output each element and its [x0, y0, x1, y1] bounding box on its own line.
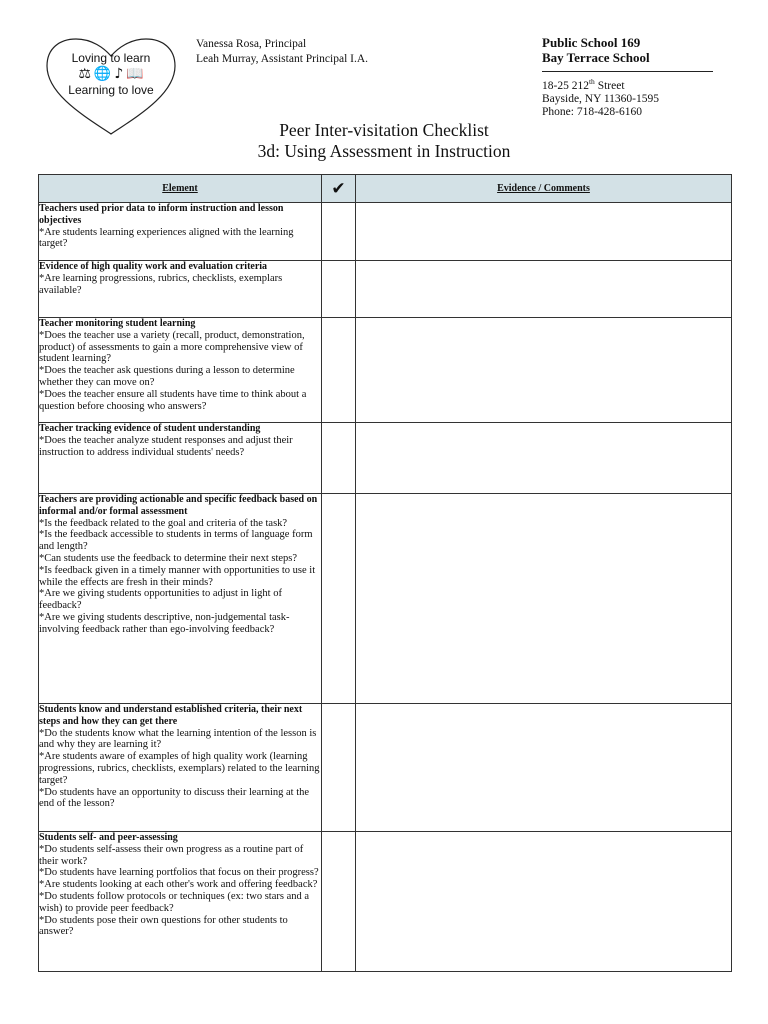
check-cell[interactable] — [322, 704, 356, 832]
check-cell[interactable] — [322, 832, 356, 972]
element-heading: Students self- and peer-assessing — [39, 832, 178, 843]
element-heading: Evidence of high quality work and evaluation criteria — [39, 261, 268, 272]
school-name: Public School 169 — [542, 35, 641, 50]
element-cell — [39, 318, 322, 423]
checkmark-icon: ✔ — [331, 178, 346, 199]
logo-text-bottom: Learning to love — [68, 83, 154, 97]
evidence-cell[interactable] — [356, 704, 732, 832]
element-question: *Are we giving students descriptive, non-judgemental task-involving feedback rather than ego-involving feedback? — [39, 611, 290, 635]
element-question: *Does the teacher use a variety (recall, product, demonstration, product) of assessments to gain a more comprehensive view of student learning? — [39, 329, 305, 365]
element-question: *Is the feedback accessible to students in terms of language form and length? — [39, 529, 313, 553]
table-row — [39, 423, 732, 494]
element-question: *Do students have an opportunity to discuss their learning at the end of the lesson? — [39, 786, 310, 810]
check-cell[interactable] — [322, 261, 356, 318]
element-heading: Students know and understand established criteria, their next steps and how they can get there — [39, 704, 303, 727]
element-cell — [39, 261, 322, 318]
globe-icon: 🌐 — [93, 66, 112, 82]
scale-icon: ⚖ — [78, 66, 91, 82]
element-question: *Are students looking at each other's work and offering feedback? — [39, 879, 318, 891]
element-heading: Teachers are providing actionable and specific feedback based on informal and/or formal assessment — [39, 494, 318, 517]
music-note-icon: ♪ — [114, 66, 124, 82]
school-address — [542, 77, 660, 119]
element-question: *Do students follow protocols or techniques (ex: two stars and a wish) to provide peer feedback? — [39, 890, 310, 914]
table-row — [39, 261, 732, 318]
element-question: *Does the teacher ask questions during a lesson to determine whether they can move on? — [39, 365, 295, 388]
assistant-principal-name: Leah Murray, Assistant Principal I.A. — [196, 53, 369, 65]
evidence-cell[interactable] — [356, 423, 732, 494]
element-cell — [39, 203, 322, 261]
check-cell[interactable] — [322, 318, 356, 423]
header-divider — [542, 71, 713, 72]
element-question: *Does the teacher ensure all students have time to think about a question before choosing who answers? — [39, 388, 307, 412]
school-name-secondary: Bay Terrace School — [542, 50, 650, 65]
element-heading: Teacher monitoring student learning — [39, 318, 196, 329]
page-subtitle: 3d: Using Assessment in Instruction — [257, 141, 511, 161]
element-question: *Do students have learning portfolios that focus on their progress? — [39, 867, 319, 879]
element-question: *Do students self-assess their own progress as a routine part of their work? — [39, 843, 304, 867]
table-row — [39, 494, 732, 704]
element-cell — [39, 832, 322, 972]
element-question: *Are students aware of examples of high quality work (learning progressions, rubrics, checklists, exemplars) related to the learning target? — [39, 751, 320, 786]
element-heading: Teacher tracking evidence of student understanding — [39, 423, 261, 434]
element-question: *Do students pose their own questions for other students to answer? — [39, 914, 288, 938]
evidence-cell[interactable] — [356, 318, 732, 423]
page-title: Peer Inter-visitation Checklist — [279, 120, 489, 140]
evidence-cell[interactable] — [356, 261, 732, 318]
element-question: *Are learning progressions, rubrics, checklists, exemplars available? — [39, 272, 283, 296]
element-cell — [39, 423, 322, 494]
logo-text-top: Loving to learn — [71, 51, 151, 65]
table-row — [39, 832, 732, 972]
header-check — [322, 175, 356, 203]
book-icon: 📖 — [126, 66, 144, 82]
element-question: *Are we giving students opportunities to adjust in light of feedback? — [39, 588, 282, 612]
check-cell[interactable] — [322, 423, 356, 494]
element-heading: Teachers used prior data to inform instruction and lesson objectives — [39, 203, 284, 226]
element-question: *Does the teacher analyze student responses and adjust their instruction to address individual students' needs? — [39, 434, 293, 458]
table-row — [39, 203, 732, 261]
street-address: 18-25 212th Street — [542, 77, 625, 92]
element-question: *Do the students know what the learning intention of the lesson is and why they are learning it? — [39, 727, 317, 751]
checklist-table — [38, 174, 732, 972]
table-row — [39, 318, 732, 423]
element-question: *Can students use the feedback to determine their next steps? — [39, 552, 298, 564]
check-cell[interactable] — [322, 203, 356, 261]
evidence-cell[interactable] — [356, 494, 732, 704]
evidence-cell[interactable] — [356, 832, 732, 972]
table-row — [39, 704, 732, 832]
table-header-row — [39, 175, 732, 203]
evidence-cell[interactable] — [356, 203, 732, 261]
school-name-block — [542, 35, 650, 65]
check-cell[interactable] — [322, 494, 356, 704]
element-question: *Is the feedback related to the goal and criteria of the task? — [39, 517, 288, 529]
element-question: *Is feedback given in a timely manner with opportunities to use it while the effects are fresh in their minds? — [39, 564, 316, 588]
header-element: Element — [39, 175, 322, 203]
principal-name: Vanessa Rosa, Principal — [196, 38, 307, 50]
city-state-zip: Bayside, NY 11360-1595 — [542, 93, 660, 105]
element-question: *Are students learning experiences aligned with the learning target? — [39, 226, 294, 250]
logo-icon-row — [64, 66, 158, 82]
phone-number: Phone: 718-428-6160 — [542, 106, 642, 118]
staff-block — [196, 37, 368, 67]
element-cell — [39, 704, 322, 832]
element-cell — [39, 494, 322, 704]
header-evidence: Evidence / Comments — [356, 175, 732, 203]
